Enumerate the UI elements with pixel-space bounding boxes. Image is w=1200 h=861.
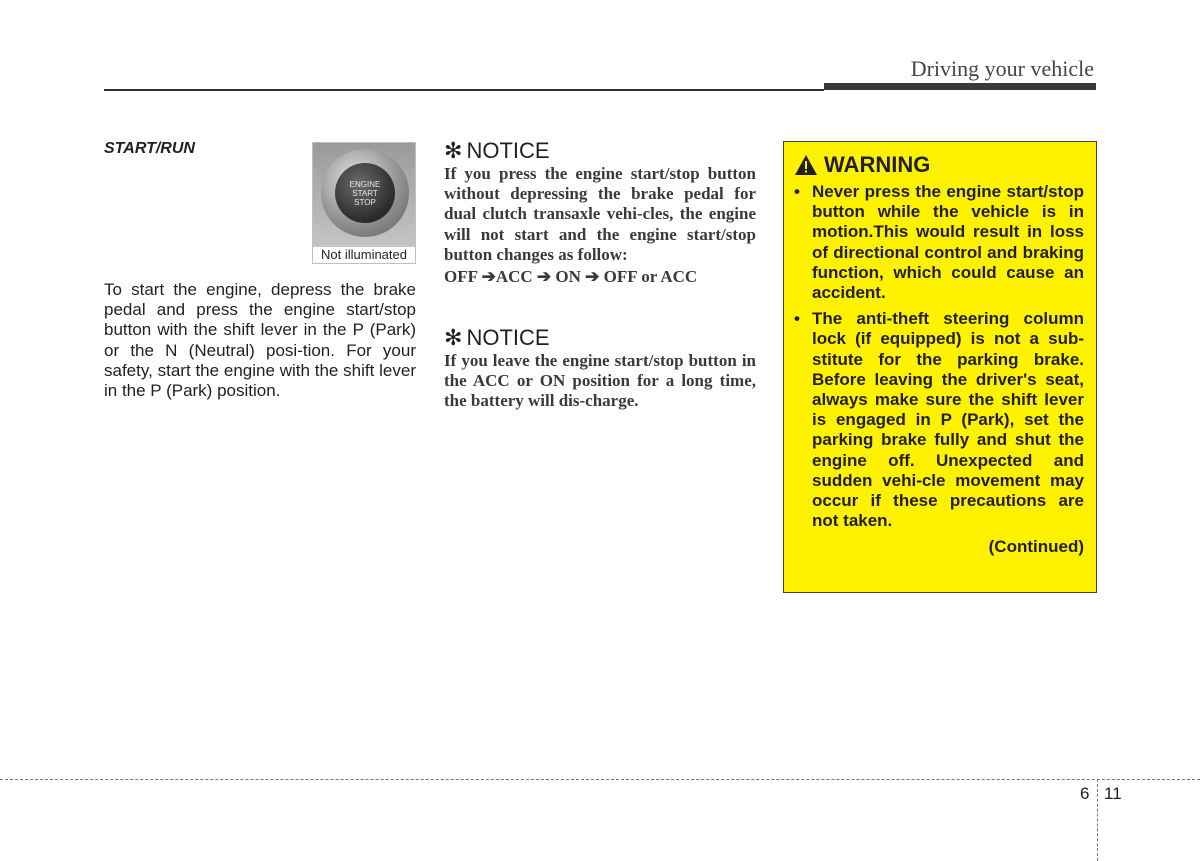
footer-divider [1097,779,1098,861]
notice-heading-2 [444,325,756,351]
start-stop-button-photo [312,142,416,264]
notice-1 [444,138,756,287]
button-face [335,163,395,223]
start-stop-button-icon [321,149,409,237]
warning-item-text: Never press the engine start/stop button while the vehicle is in motion.This would result in loss of directional control and braking function, which could cause an accident. [812,182,1084,303]
asterisk-icon: ✻ [444,325,463,350]
notice-text-1: If you press the engine start/stop button without depressing the brake pedal for dual clutch transaxle vehi-cles, the engine will not start and the engine start/stop button changes as follow: [444,164,756,264]
warning-box [783,141,1097,593]
section-number: 6 [1080,784,1090,803]
button-label-1: ENGINE [349,179,381,189]
asterisk-icon: ✻ [444,138,463,163]
header-rule [104,89,824,91]
button-label-2: START [352,188,378,198]
footer-rule [0,779,1200,780]
warning-item [794,309,1084,531]
notice-text-2: If you leave the engine start/stop button in the ACC or ON position for a long time, the battery will dis-charge. [444,351,756,411]
mode-sequence: OFF ➔ACC ➔ ON ➔ OFF or ACC [444,267,698,287]
warning-item [794,182,1084,303]
warning-triangle-icon [794,154,818,176]
notice-2 [444,325,756,412]
photo-image [313,143,415,247]
header-title: Driving your vehicle [910,56,1094,81]
warning-heading [794,152,1084,178]
start-instructions: To start the engine, depress the brake pedal and press the engine start/stop button with the shift lever in the P (Park) or the N (Neutral) posi-tion. For your safety, start the engine with the shift lever in the P (Park) position. [104,280,416,401]
page-number: 11 [1104,784,1122,803]
header-rule-accent [824,83,1096,90]
bullet-icon: • [794,182,800,201]
section-heading: START/RUN [104,140,195,157]
warning-title: WARNING [824,152,931,177]
notice-title-1: NOTICE [466,138,550,163]
button-label-3: STOP [354,197,376,207]
bullet-icon: • [794,309,800,329]
warning-item-text: The anti-theft steering column lock (if equipped) is not a sub-stitute for the parking brake. Before leaving the driver's seat, always make sure the shift lever is engaged in P (Park), set the parking brake fully and shut the engine off. Unexpected and sudden vehi-cle movement may occur if these precautions are not taken. [812,309,1084,531]
continued-label: (Continued) [988,537,1084,557]
notice-heading-1 [444,138,756,164]
notice-title-2: NOTICE [466,325,550,350]
photo-caption: Not illuminated [313,247,415,263]
warning-list [794,182,1084,531]
